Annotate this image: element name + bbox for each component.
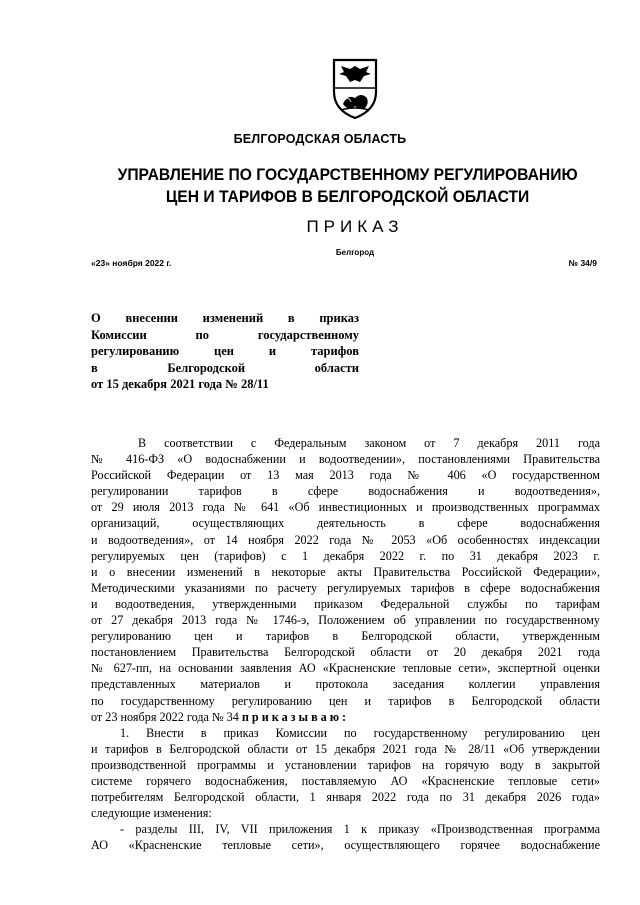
subject-line: Комиссии по государственному: [91, 327, 359, 342]
body-line: регулированию цен и тарифов в Белгородской области, утвержденным: [91, 629, 600, 644]
order-body: [91, 435, 600, 853]
body-line: системе горячего водоснабжения, поставляемую АО «Красненские тепловые сети»: [91, 773, 600, 788]
body-line: организаций, осуществляющих деятельность в сфере водоснабжения: [91, 516, 600, 531]
body-line: В соответствии с Федеральным законом от 7 декабря 2011 года: [138, 436, 600, 450]
body-line: № 416-ФЗ «О водоснабжении и водоотведении», постановлениями Правительства: [91, 452, 600, 467]
city-name: Белгород: [335, 248, 375, 257]
body-line: АО «Красненские тепловые сети», осуществляющего горячее водоснабжение: [91, 838, 600, 853]
body-line: и водоотведения», от 14 ноября 2022 года № 2053 «Об особенностях индексации: [91, 532, 600, 547]
order-subject: [91, 310, 359, 393]
body-line: регулируемых цен (тарифов) с 1 декабря 2022 г. по 31 декабря 2023 г.: [91, 548, 600, 563]
subject-line: регулированию цен и тарифов: [91, 344, 359, 358]
organization-name-line-2: ЦЕН И ТАРИФОВ В БЕЛГОРОДСКОЙ ОБЛАСТИ: [165, 187, 530, 206]
body-line: и тарифов в Белгородской области от 15 декабря 2021 года № 28/11 «Об утверждении: [91, 741, 600, 756]
body-line: регулировании тарифов в сфере водоснабжения и водоотведения»,: [91, 484, 600, 499]
body-line: по государственному регулированию цен и тарифов в Белгородской области: [91, 693, 600, 708]
organization-name-line-1: УПРАВЛЕНИЕ ПО ГОСУДАРСТВЕННОМУ РЕГУЛИРОВАНИЮ: [117, 165, 578, 184]
document-number: № 34/9: [568, 258, 597, 268]
subject-line: в Белгородской области: [91, 360, 359, 375]
body-line: от 23 ноября 2022 года № 34: [91, 709, 239, 724]
decree-word: приказываю:: [241, 709, 350, 724]
organization-name: [26, 164, 640, 208]
body-line: от 29 июля 2013 года № 641 «Об инвестиционных и производственных программах: [91, 500, 600, 515]
subject-line: О внесении изменений в приказ: [91, 311, 359, 325]
body-line-with-decree: [91, 709, 600, 725]
region-name: БЕЛГОРОДСКАЯ ОБЛАСТЬ: [233, 132, 407, 146]
body-line: Российской Федерации от 13 мая 2013 года № 406 «О государственном: [91, 468, 600, 483]
subject-line: от 15 декабря 2021 года № 28/11: [91, 377, 269, 391]
body-line: 1. Внести в приказ Комиссии по государственному регулированию цен: [120, 725, 600, 740]
body-line: потребителям Белгородской области, 1 января 2022 года по 31 декабря 2026 года»: [91, 790, 600, 805]
body-line: постановлением Правительства Белгородской области от 20 декабря 2021 года: [91, 645, 600, 660]
document-date: «23» ноября 2022 г.: [91, 258, 172, 268]
body-line: представленных материалов и протокола заседания коллегии управления: [91, 677, 600, 692]
body-line: и о внесении изменений в некоторые акты Правительства Российской Федерации»,: [91, 564, 600, 579]
body-line: № 627-пп, на основании заявления АО «Красненские тепловые сети», экспертной оценки: [91, 661, 600, 676]
coat-of-arms-emblem: [331, 58, 379, 120]
body-line: - разделы III, IV, VII приложения 1 к приказу «Производственная программа: [120, 822, 600, 837]
body-line: следующие изменения:: [91, 806, 212, 821]
body-line: производственной программы и установлении тарифов на горячую воду в закрытой: [91, 757, 600, 772]
body-line: от 27 декабря 2013 года № 1746-э, Положением об управлении по государственному: [91, 613, 600, 628]
document-type-title: ПРИКАЗ: [306, 217, 404, 236]
body-line: Методическими указаниями по расчету регулируемых тарифов в сфере водоснабжения: [91, 580, 600, 595]
body-line: и водоотведения, утвержденными приказом Федеральной службы по тарифам: [91, 596, 600, 611]
